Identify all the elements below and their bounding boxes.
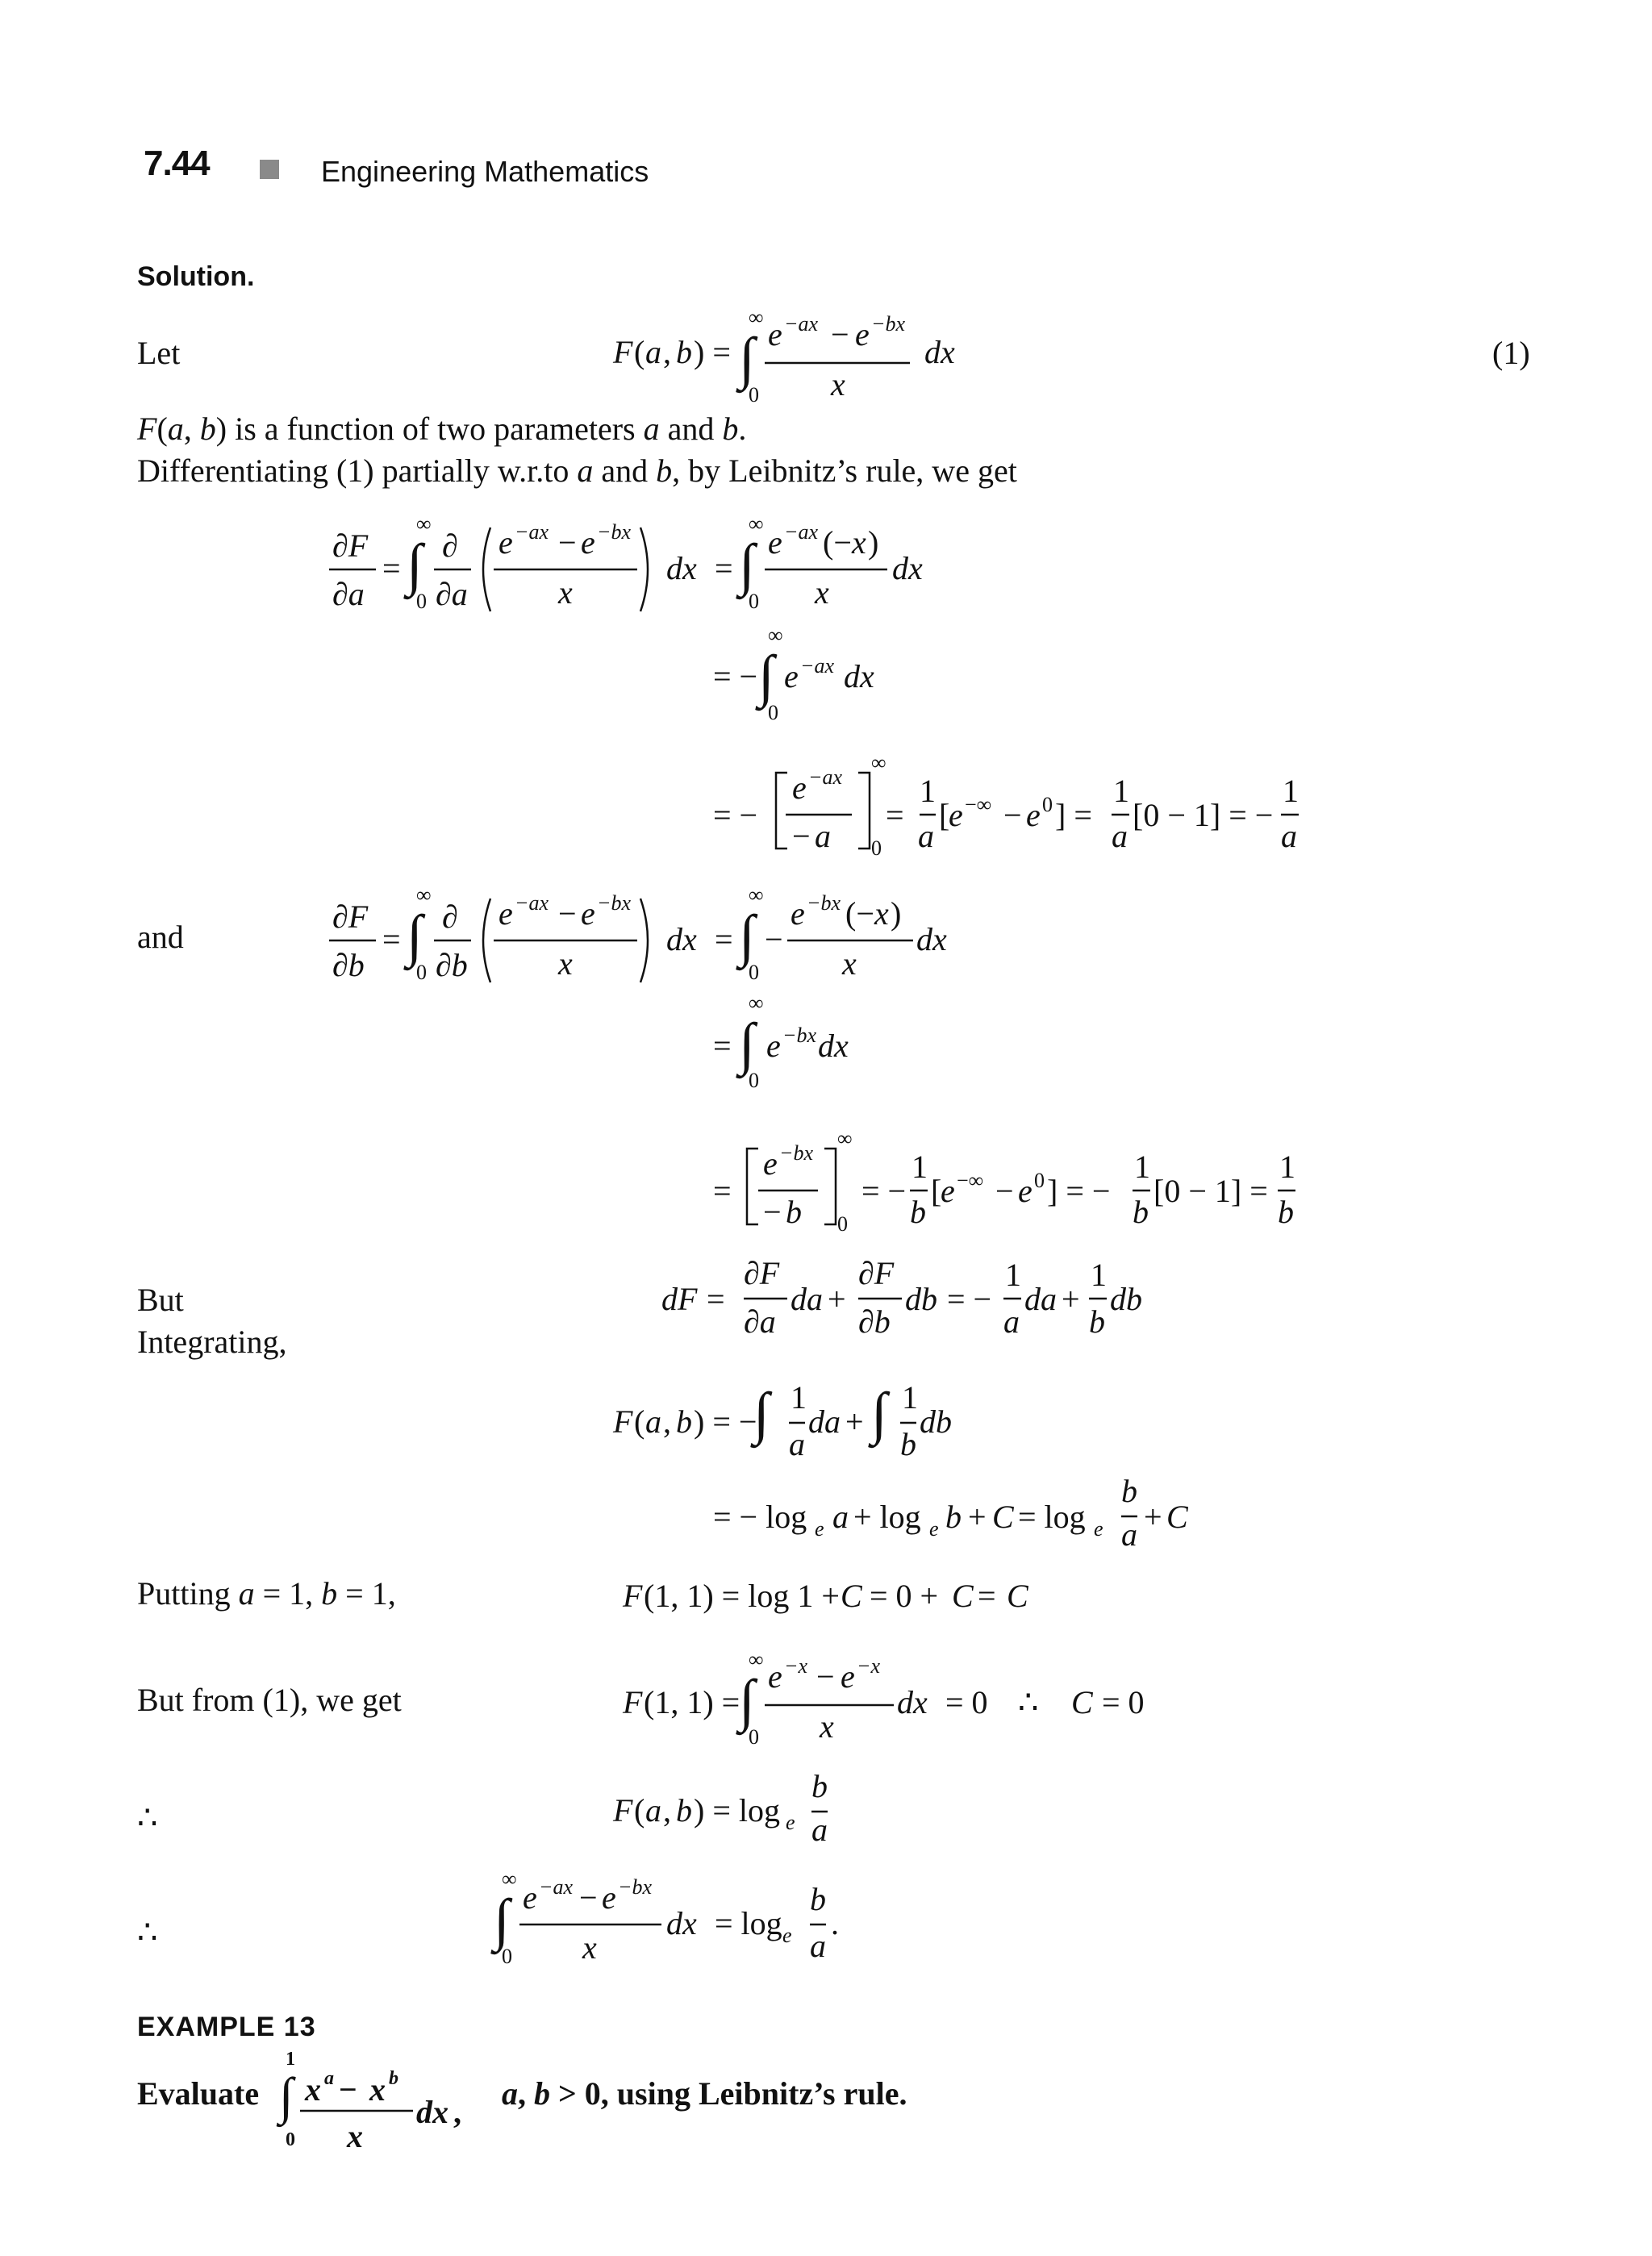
svg-text:∫: ∫ [739,326,755,390]
svg-text:0: 0 [749,1725,759,1749]
svg-text:e: e [768,316,782,352]
svg-text:0: 0 [871,836,882,860]
svg-text:e: e [929,1517,939,1541]
svg-text:e: e [1094,1517,1103,1541]
svg-text:= −: = − [947,1281,992,1317]
svg-text:C: C [1007,1578,1028,1614]
svg-text:∫: ∫ [753,1381,770,1445]
page-number: 7.44 [144,144,210,183]
svg-text:∞: ∞ [416,883,432,907]
svg-text:a: a [1121,1516,1137,1553]
svg-text:a: a [789,1426,805,1462]
svg-text:=: = [713,1028,732,1064]
svg-text:−: − [579,1879,598,1916]
svg-text:1: 1 [912,1149,928,1185]
svg-text:dF: dF [661,1281,698,1317]
svg-text:e: e [791,895,805,932]
svg-text:1: 1 [1279,1149,1295,1185]
svg-text:.: . [831,1905,839,1941]
svg-text:C: C [841,1578,862,1614]
svg-text:∫: ∫ [739,1668,755,1733]
svg-text:0: 0 [749,383,759,407]
svg-text:C: C [992,1499,1014,1535]
svg-text:∫: ∫ [871,1381,887,1445]
svg-text:a: a [1003,1303,1020,1340]
svg-text:db: db [905,1281,937,1317]
svg-text:∫: ∫ [739,532,755,597]
svg-text:+: + [828,1281,846,1317]
svg-text:dx: dx [916,921,947,957]
svg-text:(: ( [634,1403,645,1440]
svg-text:x: x [820,1708,834,1745]
svg-text:,: , [663,1403,671,1440]
svg-text:e: e [768,524,782,561]
svg-text:∂: ∂ [442,899,458,935]
svg-text:∫: ∫ [279,2067,294,2125]
svg-text:e: e [523,1879,537,1916]
svg-text:a: a [810,1928,826,1964]
solution-heading: Solution. [137,261,255,292]
svg-text:(−: (− [823,524,852,561]
svg-text:1: 1 [286,2049,295,2070]
svg-text:−bx: −bx [597,520,632,544]
example-heading: EXAMPLE 13 [137,2012,316,2042]
svg-text:∂: ∂ [442,528,458,564]
svg-text:∞: ∞ [768,623,783,647]
svg-text:∞: ∞ [749,306,764,329]
svg-text:−ax: −ax [784,312,819,336]
svg-text:=: = [382,921,401,957]
svg-text:dx: dx [897,1684,928,1720]
svg-text:1: 1 [1283,773,1299,809]
svg-text:a: a [1281,818,1297,854]
svg-text:−ax: −ax [515,520,549,544]
svg-text:−bx: −bx [618,1875,653,1899]
svg-text:= log: = log [715,1905,782,1941]
svg-text:∂a: ∂a [744,1303,776,1340]
svg-text:e: e [766,1028,781,1064]
svg-text:e: e [768,1658,782,1695]
svg-text:[0 − 1] = −: [0 − 1] = − [1133,797,1274,833]
svg-text:∂F: ∂F [332,899,369,935]
svg-text:e: e [763,1145,778,1182]
svg-text:dx: dx [818,1028,849,1064]
svg-text:dx: dx [416,2094,448,2130]
svg-text:[: [ [939,797,950,833]
svg-text:∫: ∫ [494,1887,510,1952]
svg-text:C: C [1071,1684,1093,1720]
svg-text:e: e [949,797,963,833]
svg-text:−ax: −ax [800,654,835,678]
svg-text:a: a [324,2068,334,2089]
svg-text:−ax: −ax [808,765,843,789]
let-label: Let [137,335,181,371]
svg-text:∂b: ∂b [858,1303,891,1340]
svg-text:e: e [815,1517,824,1541]
svg-text:= 0 +: = 0 + [870,1578,939,1614]
svg-text:e: e [784,658,799,694]
svg-text:1: 1 [920,773,936,809]
svg-text:a: a [645,1403,661,1440]
svg-text:−bx: −bx [807,891,841,915]
putting-label: Putting a = 1, b = 1, [137,1575,396,1612]
svg-text:∂F: ∂F [858,1255,895,1291]
svg-text:∴: ∴ [1018,1684,1039,1720]
svg-text:0: 0 [837,1212,848,1236]
svg-text:e: e [782,1924,792,1947]
svg-text:−∞: −∞ [957,1169,984,1192]
svg-text:(: ( [634,334,645,370]
svg-text:e: e [499,895,513,932]
svg-text:= −: = − [861,1173,907,1209]
svg-text:b: b [1278,1194,1294,1230]
svg-text:0: 0 [768,701,778,724]
svg-text:da: da [808,1403,841,1440]
svg-text:−∞: −∞ [965,793,992,816]
svg-text:da: da [791,1281,823,1317]
svg-text:x: x [558,574,573,611]
svg-text:b: b [676,1792,692,1829]
svg-text:dx: dx [892,550,923,586]
svg-text:−: − [765,921,783,957]
svg-text:∞: ∞ [749,883,764,907]
svg-text:−: − [339,2071,357,2108]
svg-text:∫: ∫ [758,644,774,708]
svg-text:e: e [602,1879,616,1916]
svg-text:F: F [623,1578,643,1614]
svg-text:+: + [1144,1499,1162,1535]
svg-text:∂F: ∂F [332,528,369,564]
svg-text:dx: dx [666,550,697,586]
svg-text:0: 0 [286,2129,295,2150]
therefore-symbol-1: ∴ [137,1799,158,1836]
svg-text:−x: −x [784,1654,808,1678]
svg-text:db: db [920,1403,952,1440]
svg-text:x: x [842,945,857,982]
svg-text:): ) [868,524,879,561]
svg-text:∂a: ∂a [332,576,365,612]
svg-text:a: a [832,1499,849,1535]
svg-text:1: 1 [1134,1149,1150,1185]
svg-text:∂b: ∂b [332,947,365,983]
svg-text:F: F [613,334,633,370]
svg-text:−: − [816,1658,835,1695]
svg-text:b: b [811,1768,828,1804]
svg-text:x: x [558,945,573,982]
svg-text:e: e [1018,1173,1032,1209]
svg-text:∞: ∞ [749,512,764,536]
svg-text:−: − [558,524,577,561]
svg-text:b: b [389,2068,398,2089]
svg-text:e: e [855,316,870,352]
svg-text:+: + [845,1403,864,1440]
svg-text:b: b [945,1499,962,1535]
but-from-label: But from (1), we get [137,1682,402,1718]
svg-text:a: a [815,818,831,854]
svg-text:∫: ∫ [739,903,755,968]
svg-text:0: 0 [416,961,427,984]
svg-text:+: + [1062,1281,1080,1317]
svg-text:=: = [886,797,904,833]
svg-text:C: C [1166,1499,1188,1535]
but-label: But [137,1282,184,1318]
svg-text:−: − [831,316,849,352]
svg-text:∂a: ∂a [436,576,468,612]
svg-text:F: F [613,1403,633,1440]
svg-text:x: x [831,366,845,402]
svg-text:∂b: ∂b [436,947,468,983]
svg-text:∞: ∞ [416,512,432,536]
svg-text:−: − [1003,797,1022,833]
svg-text:1: 1 [902,1379,918,1416]
svg-text:e: e [499,524,513,561]
svg-text:= −: = − [713,797,758,833]
svg-text:−bx: −bx [597,891,632,915]
svg-text:] = −: ] = − [1047,1173,1111,1209]
svg-text:[0 − 1] =: [0 − 1] = [1153,1173,1268,1209]
svg-text:∞: ∞ [502,1867,517,1891]
svg-text:=: = [715,921,733,957]
svg-text:−bx: −bx [779,1141,814,1165]
svg-text:0: 0 [1042,793,1053,816]
svg-text:,: , [663,1792,671,1829]
svg-text:(−: (− [845,895,874,932]
svg-text:−: − [792,818,811,854]
svg-text:] =: ] = [1055,797,1092,833]
svg-text:dx: dx [666,1905,697,1941]
svg-text:dx: dx [924,334,955,370]
svg-text:∞: ∞ [749,991,764,1015]
svg-text:0: 0 [749,1069,759,1092]
svg-text:−: − [995,1173,1014,1209]
svg-text:=: = [713,1173,732,1209]
svg-text:e: e [841,1658,855,1695]
svg-text:x: x [582,1929,597,1966]
svg-text:∞: ∞ [749,1648,764,1671]
svg-text:F: F [623,1684,643,1720]
svg-text:0: 0 [1034,1169,1045,1192]
svg-text:(1, 1) =: (1, 1) = [644,1684,740,1720]
svg-text:(1, 1) = log 1 +: (1, 1) = log 1 + [644,1578,840,1614]
svg-text:0: 0 [416,590,427,613]
description-line-2: Differentiating (1) partially w.r.to a and b, by Leibnitz’s rule, we get [137,452,1017,489]
svg-text:+: + [968,1499,987,1535]
svg-text:1: 1 [1091,1257,1107,1293]
svg-text:∫: ∫ [739,1011,755,1076]
svg-text:−ax: −ax [515,891,549,915]
svg-text:a: a [918,818,934,854]
svg-text:db: db [1110,1281,1142,1317]
svg-text:e: e [786,1811,795,1834]
svg-text:e: e [1026,797,1041,833]
svg-text:=: = [382,550,401,586]
svg-text:0: 0 [749,590,759,613]
svg-text:0: 0 [749,961,759,984]
svg-text:1: 1 [1005,1257,1021,1293]
example-condition: a, b > 0, using Leibnitz’s rule. [502,2075,907,2112]
svg-text:0: 0 [502,1945,512,1968]
svg-text:) = log: ) = log [694,1792,780,1829]
svg-text:=: = [707,1281,725,1317]
svg-text:b: b [1121,1473,1137,1509]
svg-text:[: [ [931,1173,942,1209]
svg-text:−x: −x [857,1654,881,1678]
svg-text:∫: ∫ [407,532,423,597]
svg-text:b: b [900,1426,916,1462]
svg-text:x: x [347,2118,363,2154]
svg-text:= 0: = 0 [945,1684,988,1720]
svg-text:−bx: −bx [871,312,906,336]
svg-text:b: b [1089,1303,1105,1340]
svg-text:x: x [815,574,829,611]
svg-text:∫: ∫ [407,903,423,968]
svg-text:e: e [581,524,595,561]
svg-text:−ax: −ax [539,1875,574,1899]
svg-text:a: a [645,334,661,370]
svg-text:−: − [558,895,577,932]
svg-text:a: a [645,1792,661,1829]
svg-text:a: a [1112,818,1128,854]
svg-text:da: da [1024,1281,1057,1317]
svg-text:): ) [891,895,902,932]
svg-text:= log: = log [1018,1499,1086,1535]
svg-text:=: = [715,550,733,586]
therefore-symbol-2: ∴ [137,1914,158,1950]
svg-text:,: , [453,2094,461,2130]
svg-text:b: b [810,1881,826,1917]
svg-text:∂F: ∂F [744,1255,780,1291]
equation-number: (1) [1492,335,1530,371]
book-title: Engineering Mathematics [321,155,649,188]
svg-text:) = −: ) = − [694,1403,757,1440]
svg-text:) =: ) = [694,334,731,370]
svg-text:−ax: −ax [784,520,819,544]
svg-text:e: e [792,769,807,806]
svg-text:C: C [952,1578,974,1614]
svg-text:(: ( [634,1792,645,1829]
evaluate-label: Evaluate [137,2075,260,2112]
svg-text:∞: ∞ [837,1127,853,1150]
integrating-label: Integrating, [137,1324,287,1360]
svg-text:e: e [581,895,595,932]
svg-text:e: e [941,1173,955,1209]
svg-text:= − log: = − log [713,1499,807,1535]
svg-text:1: 1 [1113,773,1129,809]
svg-text:,: , [663,334,671,370]
svg-text:b: b [676,334,692,370]
svg-text:+ log: + log [853,1499,921,1535]
svg-text:x: x [852,524,866,561]
and-label: and [137,919,184,955]
description-line-1: F(a, b) is a function of two parameters a and b. [137,411,747,447]
svg-text:=: = [978,1578,996,1614]
svg-text:−bx: −bx [782,1024,817,1047]
svg-text:1: 1 [791,1379,807,1416]
svg-text:b: b [676,1403,692,1440]
svg-text:F: F [613,1792,633,1829]
svg-text:dx: dx [666,921,697,957]
svg-text:b: b [1133,1194,1149,1230]
svg-text:∞: ∞ [871,751,886,774]
svg-text:b: b [910,1194,926,1230]
svg-text:= 0: = 0 [1102,1684,1145,1720]
svg-text:b: b [786,1194,802,1230]
svg-text:x: x [305,2071,321,2108]
svg-text:= −: = − [713,658,758,694]
svg-text:−: − [763,1194,782,1230]
svg-text:dx: dx [844,658,874,694]
svg-text:x: x [369,2071,386,2108]
svg-text:x: x [874,895,889,932]
svg-text:a: a [811,1812,828,1848]
